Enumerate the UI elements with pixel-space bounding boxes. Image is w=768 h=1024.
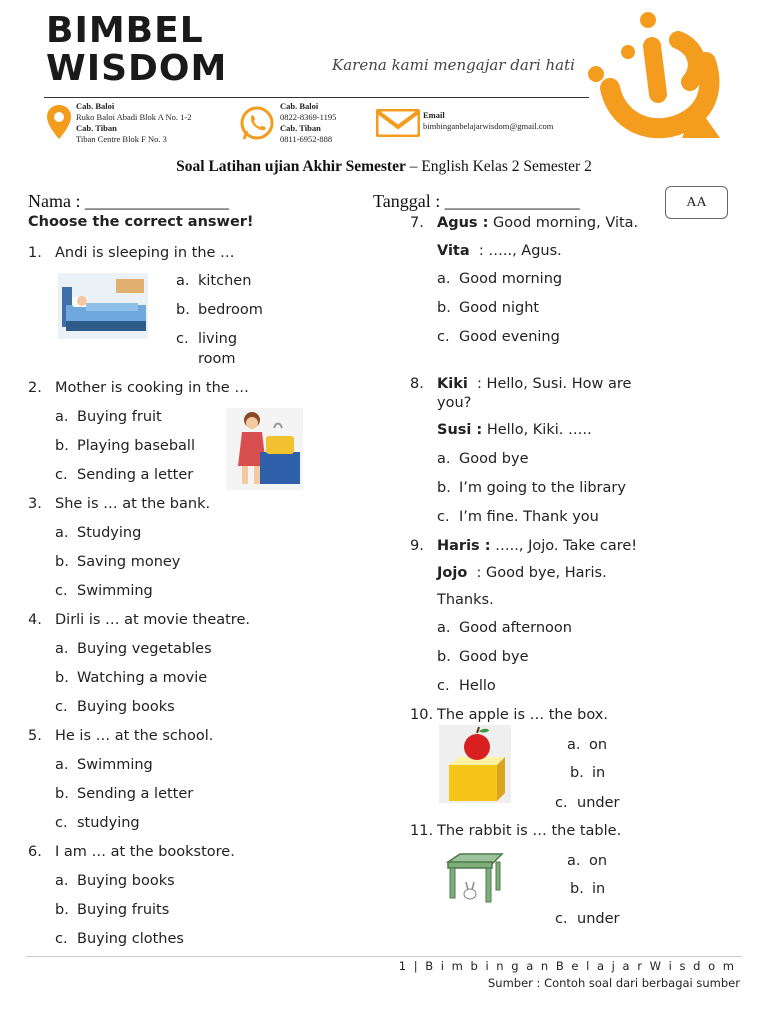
question-number: 3. [28,496,42,512]
question-8 [410,374,631,394]
q5-option-a[interactable] [55,755,153,775]
q8-option-a[interactable] [437,449,529,469]
option-text: Watching a movie [77,670,208,686]
question-11 [410,821,621,841]
question-9 [410,536,637,556]
speaker-colon: : [467,376,482,392]
q9-option-b[interactable] [437,647,529,667]
option-text: Buying clothes [77,931,184,947]
option-text: Buying fruit [77,409,162,425]
speaker-susi: Susi : [437,422,483,438]
title-bold: Soal Latihan ujian Akhir Semester [176,158,406,175]
option-letter: b. [55,554,69,570]
q8-dialog-1-cont: you? [437,395,472,411]
option-letter: b. [437,480,451,496]
option-text: Good bye [459,649,529,665]
q2-option-a[interactable] [55,407,162,427]
question-number: 7. [410,215,424,231]
q1-option-b[interactable] [176,300,263,320]
option-text: Hello [459,678,496,694]
q10-option-b[interactable] [570,763,605,783]
option-letter: b. [437,300,451,316]
question-text: The apple is … the box. [437,707,608,723]
option-letter: c. [55,467,68,483]
email-address: bimbinganbelajarwisdom@gmail.com [423,121,554,131]
option-letter: c. [555,911,568,927]
q6-option-b[interactable] [55,900,169,920]
q10-option-a[interactable] [567,735,607,755]
sleeping-boy-image [58,273,148,339]
question-6 [28,842,235,862]
option-text: studying [77,815,140,831]
instruction: Choose the correct answer! [28,214,254,230]
option-text: bedroom [198,302,263,318]
worksheet-title [0,158,768,176]
option-letter: b. [176,302,190,318]
q1-option-a[interactable] [176,271,251,291]
dialog-line: Hello, Kiki. ….. [482,422,592,438]
question-text: He is … at the school. [55,728,214,744]
option-letter: b. [570,881,584,897]
q6-option-a[interactable] [55,871,175,891]
q1-option-c-cont: room [198,351,236,367]
question-2 [28,378,249,398]
option-letter: c. [55,583,68,599]
q3-option-c[interactable] [55,581,153,601]
option-text: in [592,765,606,781]
q5-option-c[interactable] [55,813,140,833]
option-letter: c. [55,931,68,947]
phone-number-baloi: 0822-8369-1195 [280,112,337,122]
option-text: in [592,881,606,897]
q8-option-c[interactable] [437,507,599,527]
q4-option-b[interactable] [55,668,207,688]
question-3 [28,494,210,514]
option-letter: a. [55,409,69,425]
option-text: I’m fine. Thank you [459,509,599,525]
speaker-colon: : [467,565,482,581]
name-field: Nama : ________________ [28,191,229,211]
question-number: 8. [410,376,424,392]
brand-line-1: BIMBEL [46,10,204,51]
location-pin-icon [46,104,72,140]
phone-branch-baloi: Cab. Baloi [280,101,319,111]
option-text: Sending a letter [77,467,194,483]
location-contact [76,101,191,145]
option-text: I’m going to the library [459,480,626,496]
question-5 [28,726,213,746]
q4-option-a[interactable] [55,639,212,659]
option-letter: b. [55,438,69,454]
option-text: Good evening [459,329,560,345]
phone-contact [280,101,336,145]
option-letter: c. [437,329,450,345]
footer-page-label: 1 | B i m b i n g a n B e l a j a r W i s d o m [398,959,736,973]
option-text: Sending a letter [77,786,194,802]
question-number: 4. [28,612,42,628]
q11-option-a[interactable] [567,851,607,871]
q8-dialog-2 [437,420,592,440]
option-text: Buying fruits [77,902,170,918]
question-number: 9. [410,538,424,554]
option-letter: a. [176,273,190,289]
footer-source: Sumber : Contoh soal dari berbagai sumber [487,976,740,990]
dialog-line: Good bye, Haris. [481,565,607,581]
option-letter: c. [555,795,568,811]
date-field: Tanggal : _______________ [373,191,580,211]
branch-tiban-label: Cab. Tiban [76,123,117,133]
mother-cooking-image [226,408,303,490]
q2-option-c[interactable] [55,465,193,485]
branch-tiban-address: Tiban Centre Blok F No. 3 [76,134,167,144]
whatsapp-icon [239,106,275,142]
phone-number-tiban: 0811-6952-888 [280,134,333,144]
brand-logo-text [46,12,227,88]
option-text: Swimming [77,583,153,599]
option-text: Saving money [77,554,181,570]
title-rest: – English Kelas 2 Semester 2 [405,158,592,175]
q6-option-c[interactable] [55,929,184,949]
option-letter: a. [55,641,69,657]
q11-option-c[interactable] [555,909,619,929]
q9-option-a[interactable] [437,618,572,638]
speaker-vita: Vita [437,243,470,259]
branch-baloi-label: Cab. Baloi [76,101,115,111]
q1-option-c[interactable] [176,329,237,349]
brand-line-2: WISDOM [46,48,228,89]
footer-divider [26,956,742,957]
option-letter: a. [55,757,69,773]
option-text: under [577,911,620,927]
question-1 [28,243,235,263]
question-number: 10. [410,707,434,723]
option-letter: a. [567,853,581,869]
q9-dialog-2-cont: Thanks. [437,592,494,608]
question-number: 5. [28,728,42,744]
option-text: Swimming [77,757,153,773]
question-number: 1. [28,245,42,261]
question-text: The rabbit is … the table. [437,823,622,839]
option-letter: b. [55,786,69,802]
option-text: Buying books [77,699,175,715]
option-letter: b. [55,902,69,918]
question-10 [410,705,608,725]
q7-dialog-2 [437,241,562,261]
q4-option-c[interactable] [55,697,175,717]
phone-branch-tiban: Cab. Tiban [280,123,321,133]
option-letter: a. [437,271,451,287]
q2-option-b[interactable] [55,436,195,456]
option-letter: a. [437,620,451,636]
question-7 [410,213,638,233]
option-text: Buying vegetables [77,641,212,657]
option-text: on [589,737,608,753]
option-text: Good night [459,300,540,316]
email-icon [376,109,420,137]
option-letter: c. [437,509,450,525]
option-letter: b. [437,649,451,665]
question-text: I am … at the bookstore. [55,844,235,860]
dialog-line: ….., Jojo. Take care! [490,538,638,554]
q7-option-b[interactable] [437,298,539,318]
option-letter: c. [55,815,68,831]
option-letter: a. [55,525,69,541]
option-letter: c. [437,678,450,694]
question-text: Dirli is … at movie theatre. [55,612,250,628]
speaker-colon: : [469,243,484,259]
question-number: 11. [410,823,434,839]
question-number: 6. [28,844,42,860]
option-letter: b. [570,765,584,781]
option-letter: a. [437,451,451,467]
q11-option-b[interactable] [570,879,605,899]
option-letter: a. [55,873,69,889]
q9-option-c[interactable] [437,676,496,696]
option-text: kitchen [198,273,252,289]
option-text: on [589,853,608,869]
q8-option-b[interactable] [437,478,626,498]
option-letter: c. [55,699,68,715]
option-text: Studying [77,525,142,541]
dialog-line: Good morning, Vita. [488,215,639,231]
tagline: Karena kami mengajar dari hati [332,56,575,74]
question-text: She is … at the bank. [55,496,211,512]
option-letter: a. [567,737,581,753]
speaker-haris: Haris : [437,538,491,554]
email-label: Email [423,110,445,120]
q5-option-b[interactable] [55,784,193,804]
email-contact [423,110,553,132]
dialog-line: Hello, Susi. How are [481,376,632,392]
q7-option-c[interactable] [437,327,560,347]
question-4 [28,610,250,630]
form-code-box: AA [665,186,728,219]
header-divider [44,97,589,98]
branch-baloi-address: Ruko Baloi Abadi Blok A No. 1-2 [76,112,192,122]
question-text: Andi is sleeping in the … [55,245,235,261]
q9-dialog-2 [437,563,607,583]
option-letter: c. [176,331,189,347]
speaker-agus: Agus : [437,215,489,231]
q7-option-a[interactable] [437,269,562,289]
option-text: under [577,795,620,811]
option-text: Good bye [459,451,529,467]
q3-option-a[interactable] [55,523,141,543]
dialog-line: ….., Agus. [483,243,562,259]
option-text: Good afternoon [459,620,572,636]
speaker-jojo: Jojo [437,565,468,581]
option-letter: b. [55,670,69,686]
q10-option-c[interactable] [555,793,619,813]
option-text: Playing baseball [77,438,195,454]
question-number: 2. [28,380,42,396]
option-text: living [198,331,238,347]
speaker-kiki: Kiki [437,376,468,392]
question-text: Mother is cooking in the … [55,380,249,396]
rabbit-under-table-image [444,852,506,910]
wisdom-logo-icon [578,8,728,148]
apple-on-box-image [439,725,511,803]
option-text: Buying books [77,873,175,889]
q3-option-b[interactable] [55,552,180,572]
option-text: Good morning [459,271,563,287]
